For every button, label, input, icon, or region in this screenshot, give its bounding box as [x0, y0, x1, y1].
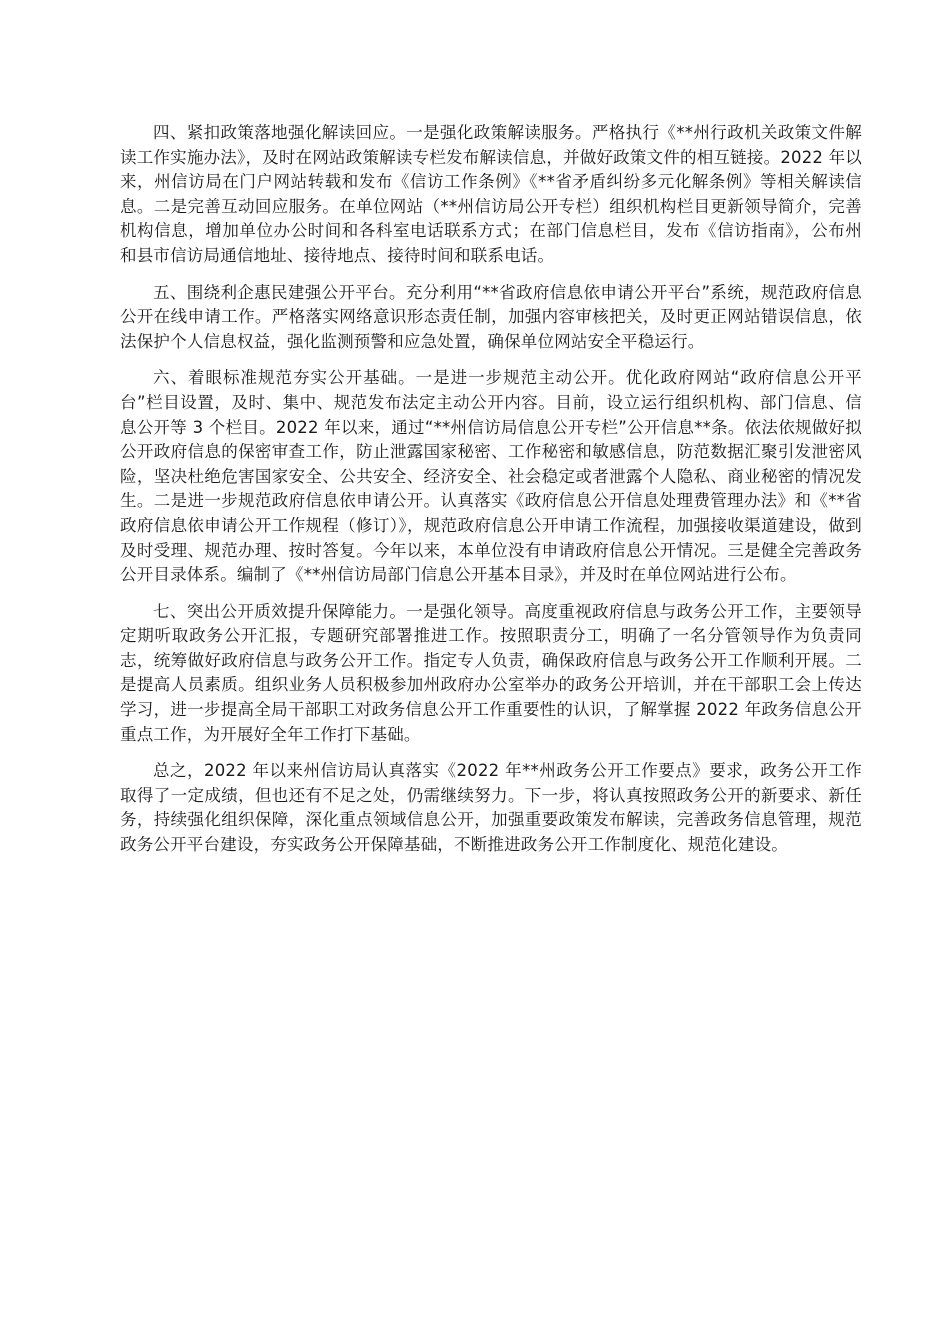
paragraph-section-6: 六、着眼标准规范夯实公开基础。一是进一步规范主动公开。优化政府网站“政府信息公开平台”栏目设置，及时、集中、规范发布法定主动公开内容。目前，设立运行组织机构、部门信息、信息公开等 3 个栏目。2022 年以来，通过“**州信访局信息公开专栏”公开信息**条。依法依规做好拟公开政府信息的保密审查工作，防止泄露国家秘密、工作秘密和敏感信息，防范数据汇聚引发泄密风险，坚决杜绝危害国家安全、公共安全、经济安全、社会稳定或者泄露个人隐私、商业秘密的情况发生。二是进一步规范政府信息依申请公开。认真落实《政府信息公开信息处理费管理办法》和《**省政府信息依申请公开工作规程（修订）》，规范政府信息公开申请工作流程，加强接收渠道建设，做到及时受理、规范办理、按时答复。今年以来，本单位没有申请政府信息公开情况。三是健全完善政务公开目录体系。编制了《**州信访局部门信息公开基本目录》，并及时在单位网站进行公布。	[120, 368, 862, 585]
paragraph-summary: 总之，2022 年以来州信访局认真落实《2022 年**州政务公开工作要点》要求，政务公开工作取得了一定成绩，但也还有不足之处，仍需继续努力。下一步，将认真按照政务公开的新要求、新任务，持续强化组织保障，深化重点领域信息公开，加强重要政策发布解读，完善政务信息管理，规范政务公开平台建设，夯实政务公开保障基础，不断推进政务公开工作制度化、规范化建设。	[120, 761, 862, 855]
paragraph-section-4: 四、紧扣政策落地强化解读回应。一是强化政策解读服务。严格执行《**州行政机关政策文件解读工作实施办法》，及时在网站政策解读专栏发布解读信息，并做好政策文件的相互链接。2022 年以来，州信访局在门户网站转载和发布《信访工作条例》《**省矛盾纠纷多元化解条例》等相关解读信息。二是完善互动回应服务。在单位网站（**州信访局公开专栏）组织机构栏目更新领导简介，完善机构信息，增加单位办公时间和各科室电话联系方式；在部门信息栏目，发布《信访指南》，公布州和县市信访局通信地址、接待地点、接待时间和联系电话。	[120, 123, 862, 265]
document-body	[120, 121, 862, 870]
paragraph-section-5: 五、围绕利企惠民建强公开平台。充分利用“**省政府信息依申请公开平台”系统，规范政府信息公开在线申请工作。严格落实网络意识形态责任制，加强内容审核把关，及时更正网站错误信息，依法保护个人信息权益，强化监测预警和应急处置，确保单位网站安全平稳运行。	[120, 282, 862, 351]
paragraph-section-7: 七、突出公开质效提升保障能力。一是强化领导。高度重视政府信息与政务公开工作，主要领导定期听取政务公开汇报，专题研究部署推进工作。按照职责分工，明确了一名分管领导作为负责同志，统筹做好政府信息与政务公开工作。指定专人负责，确保政府信息与政务公开工作顺利开展。二是提高人员素质。组织业务人员积极参加州政府办公室举办的政务公开培训，并在干部职工会上传达学习，进一步提高全局干部职工对政务信息公开工作重要性的认识，了解掌握 2022 年政务信息公开重点工作，为开展好全年工作打下基础。	[120, 601, 862, 744]
